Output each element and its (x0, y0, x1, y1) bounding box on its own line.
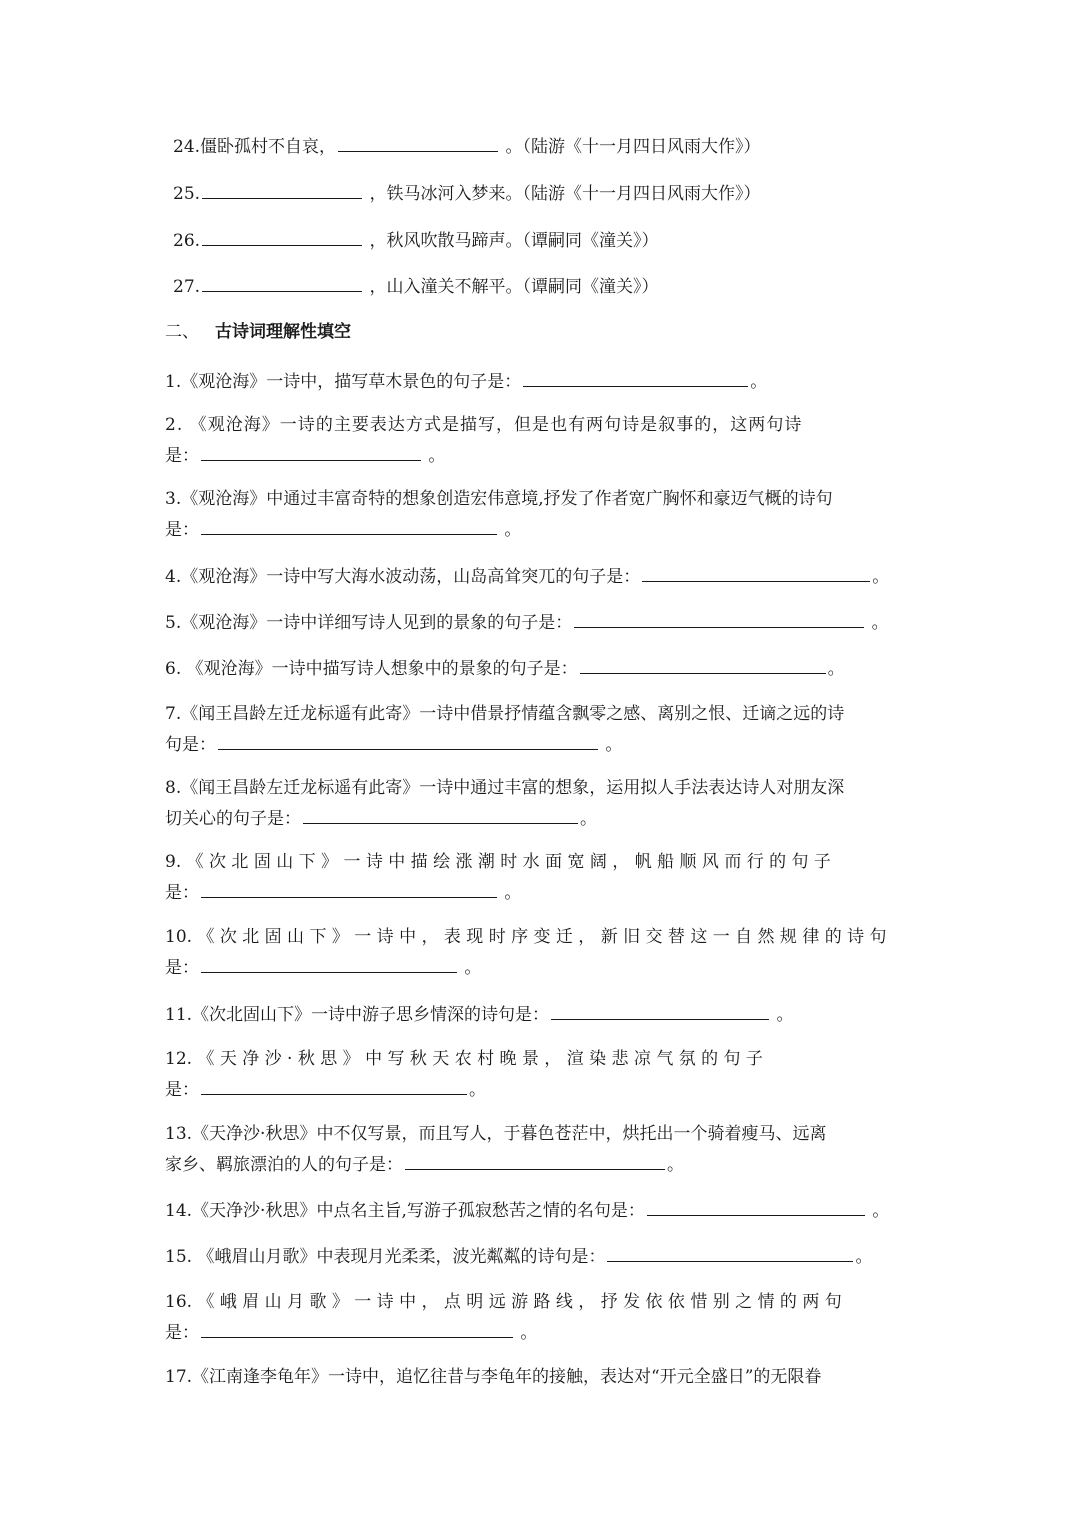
question-text: 5.《观沧海》一诗中详细写诗人见到的景象的句子是： (165, 613, 573, 633)
question-16-line1 (165, 1291, 842, 1313)
question-26 (173, 228, 658, 250)
question-text: 4.《观沧海》一诗中写大海水波动荡，山岛高耸突兀的句子是： (165, 567, 641, 587)
question-7-line2 (165, 732, 622, 754)
answer-blank[interactable] (201, 1077, 467, 1095)
answer-blank[interactable] (642, 564, 870, 582)
question-source: ，山入潼关不解平。（谭嗣同《潼关》） (369, 277, 659, 297)
question-end: 。 (520, 1323, 538, 1343)
question-text: 是： (165, 1080, 199, 1100)
question-end: 。 (871, 613, 889, 633)
answer-blank[interactable] (201, 517, 497, 535)
question-text: 16. 《 峨 眉 山 月 歌 》 一 诗 中 ， 点 明 远 游 路 线 ， 抒 发 依 依 惜 别 之 情 的 两 句 (165, 1292, 842, 1312)
question-text: 14.《天净沙·秋思》中点名主旨,写游子孤寂愁苦之情的名句是： (165, 1201, 645, 1221)
question-3-line2 (165, 517, 521, 539)
question-7-line1 (165, 703, 844, 725)
question-text: 是： (165, 958, 199, 978)
question-text: 17.《江南逢李龟年》一诗中，追忆往昔与李龟年的接触，表达对“开元全盛日”的无限眷 (165, 1367, 822, 1387)
question-end: 。 (667, 1155, 684, 1175)
question-10-line2 (165, 955, 481, 977)
answer-blank[interactable] (523, 369, 748, 387)
question-end: 。 (750, 372, 768, 392)
question-text: 10. 《 次 北 固 山 下 》 一 诗 中 ， 表 现 时 序 变 迁 ， 新 旧 交 替 这 一 自 然 规 律 的 诗 句 (165, 927, 887, 947)
question-10-line1 (165, 926, 887, 948)
question-number: 27. (173, 277, 201, 297)
question-end: 。 (469, 1080, 486, 1100)
question-text: 2. 《观沧海》一诗的主要表达方式是描写，但是也有两句诗是叙事的，这两句诗 (165, 415, 803, 435)
question-4 (165, 564, 889, 586)
question-text: 僵卧孤村不自哀， (200, 137, 337, 157)
answer-blank[interactable] (303, 806, 578, 824)
question-5 (165, 610, 889, 632)
question-11 (165, 1002, 793, 1024)
question-8-line2 (165, 806, 597, 828)
question-2-line1 (165, 414, 802, 436)
question-end: 。 (504, 883, 522, 903)
question-text: 3.《观沧海》中通过丰富奇特的想象创造宏伟意境,抒发了作者宽广胸怀和豪迈气概的诗句 (165, 489, 833, 509)
answer-blank[interactable] (580, 656, 826, 674)
question-17-line1 (165, 1366, 821, 1388)
question-end: 。 (872, 567, 890, 587)
question-source: ，秋风吹散马蹄声。（谭嗣同《潼关》） (369, 231, 659, 251)
answer-blank[interactable] (202, 181, 362, 199)
question-text: 1.《观沧海》一诗中，描写草木景色的句子是： (165, 372, 522, 392)
question-text: 是： (165, 1323, 199, 1343)
answer-blank[interactable] (574, 610, 864, 628)
question-8-line1 (165, 777, 844, 799)
question-source: ，铁马冰河入梦来。（陆游《十一月四日风雨大作》） (369, 184, 761, 204)
question-12-line1 (165, 1048, 763, 1070)
section-heading (165, 321, 351, 343)
question-end: 。 (872, 1201, 890, 1221)
answer-blank[interactable] (218, 732, 598, 750)
question-number: 25. (173, 184, 201, 204)
question-end: 。 (605, 735, 623, 755)
question-text: 切关心的句子是： (165, 809, 301, 829)
answer-blank[interactable] (338, 134, 498, 152)
question-12-line2 (165, 1077, 486, 1099)
question-text: 是： (165, 446, 199, 466)
question-text: 9. 《 次 北 固 山 下 》 一 诗 中 描 绘 涨 潮 时 水 面 宽 阔 ， 帆 船 顺 风 而 行 的 句 子 (165, 852, 831, 872)
question-text: 是： (165, 520, 199, 540)
question-24 (173, 134, 760, 156)
question-end: 。 (855, 1247, 873, 1267)
answer-blank[interactable] (201, 1320, 513, 1338)
question-text: 家乡、羁旅漂泊的人的句子是： (165, 1155, 403, 1175)
question-25 (173, 181, 760, 203)
question-end: 。 (580, 809, 597, 829)
answer-blank[interactable] (202, 228, 362, 246)
question-end: 。 (827, 659, 845, 679)
answer-blank[interactable] (607, 1244, 853, 1262)
question-27 (173, 274, 658, 296)
answer-blank[interactable] (201, 880, 497, 898)
question-number: 24. (173, 137, 201, 157)
question-text: 11.《次北固山下》一诗中游子思乡情深的诗句是： (165, 1005, 550, 1025)
question-1 (165, 369, 767, 391)
question-text: 13.《天净沙·秋思》中不仅写景，而且写人，于暮色苍茫中，烘托出一个骑着瘦马、远离 (165, 1124, 827, 1144)
question-end: 。 (464, 958, 482, 978)
answer-blank[interactable] (647, 1198, 865, 1216)
question-end: 。 (428, 446, 446, 466)
question-text: 6. 《观沧海》一诗中描写诗人想象中的景象的句子是： (165, 659, 578, 679)
question-16-line2 (165, 1320, 537, 1342)
question-text: 12. 《 天 净 沙 · 秋 思 》 中 写 秋 天 农 村 晚 景 ， 渲 染 悲 凉 气 氛 的 句 子 (165, 1049, 763, 1069)
question-14 (165, 1198, 889, 1220)
question-text: 8.《闻王昌龄左迁龙标遥有此寄》一诗中通过丰富的想象，运用拟人手法表达诗人对朋友深 (165, 778, 845, 798)
question-end: 。 (504, 520, 522, 540)
question-end: 。 (776, 1005, 794, 1025)
question-13-line1 (165, 1123, 826, 1145)
question-2-line2 (165, 443, 445, 465)
question-text: 7.《闻王昌龄左迁龙标遥有此寄》一诗中借景抒情蕴含飘零之感、离别之恨、迁谪之远的诗 (165, 704, 845, 724)
question-6 (165, 656, 845, 678)
question-15 (165, 1244, 872, 1266)
answer-blank[interactable] (202, 274, 362, 292)
answer-blank[interactable] (201, 443, 421, 461)
question-9-line2 (165, 880, 521, 902)
section-number: 二、 (165, 322, 199, 342)
question-number: 26. (173, 231, 201, 251)
answer-blank[interactable] (201, 955, 457, 973)
answer-blank[interactable] (551, 1002, 769, 1020)
question-source: 。（陆游《十一月四日风雨大作》） (505, 137, 761, 157)
question-13-line2 (165, 1152, 684, 1174)
section-title: 古诗词理解性填空 (215, 322, 351, 342)
answer-blank[interactable] (405, 1152, 665, 1170)
question-9-line1 (165, 851, 831, 873)
question-3-line1 (165, 488, 833, 510)
question-text: 句是： (165, 735, 216, 755)
question-text: 是： (165, 883, 199, 903)
question-text: 15. 《峨眉山月歌》中表现月光柔柔，波光粼粼的诗句是： (165, 1247, 606, 1267)
